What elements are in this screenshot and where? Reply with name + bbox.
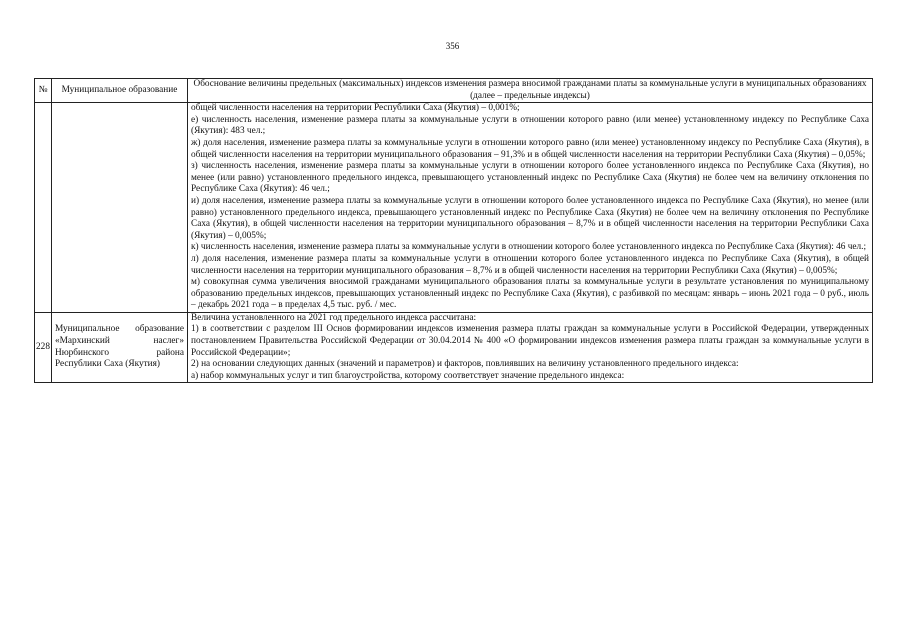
table-header-row [35, 79, 873, 103]
row-number-cell: 228 [35, 312, 52, 383]
continued-municipality-cell [52, 103, 188, 313]
paragraph: л) доля населения, изменение размера платы за коммунальные услуги в отношении которого более установленного индекса по Республике Саха (Якутия), в общей численности населения на территории муниципального образования – 8,7% и в общей численности населения на территории Республики Саха (Якутия) – 0,005%; [191, 253, 869, 276]
header-num: № [35, 79, 52, 103]
rationale-cell [188, 312, 873, 383]
continued-num-cell [35, 103, 52, 313]
paragraph: общей численности населения на территории Республики Саха (Якутия) – 0,001%; [191, 103, 520, 114]
paragraph: 1) в соответствии с разделом III Основ формировании индексов изменения размера платы граждан за коммунальные услуги в Российской Федерации, утвержденных постановлением Правительства Российской Федерации от 30.04.2014 № 400 «О формировании индексов изменения размера платы граждан за коммунальные услуги в Российской Федерации»; [191, 324, 869, 358]
paragraph: з) численность населения, изменение размера платы за коммунальные услуги в отношении которого более установленного индекса по Республике Саха (Якутия), но менее (или равно) установленного предельного индекса, превышающего установленный индекс по Республике Саха (Якутия) не более чем на величину отклонения по Республике Саха (Якутия): 46 чел.; [191, 161, 869, 195]
paragraph: и) доля населения, изменение размера платы за коммунальные услуги в отношении которого более установленного индекса по Республике Саха (Якутия), но менее (или равно) установленного предельного индекса, превышающего установленный индекс по Республике Саха (Якутия) не более чем на величину отклонения по Республике Саха (Якутия), в общей численности населения на территории муниципального образования – 8,7% и в общей численности населения на территории Республики Саха (Якутия) – 0,005%; [191, 195, 869, 241]
paragraph: а) набор коммунальных услуг и тип благоустройства, которому соответствует значение предельного индекса: [191, 370, 625, 381]
table-row-228 [35, 312, 873, 383]
header-rationale: Обоснование величины предельных (максимальных) индексов изменения размера вносимой гражданами платы за коммунальные услуги в муниципальных образованиях (далее – предельные индексы) [188, 79, 873, 103]
indices-table [34, 78, 873, 383]
page-number: 356 [445, 41, 460, 51]
paragraph: Величина установленного на 2021 год предельного индекса рассчитана: [191, 312, 477, 323]
table-row-continued [35, 103, 873, 313]
paragraph: 2) на основании следующих данных (значений и параметров) и факторов, повлиявших на величину установленного предельного индекса: [191, 359, 739, 370]
paragraph: е) численность населения, изменение размера платы за коммунальные услуги в отношении которого равно (или менее) установленному индексу по Республике Саха (Якутия): 483 чел.; [191, 114, 869, 137]
paragraph: м) совокупная сумма увеличения вносимой гражданами муниципального образования платы за коммунальные услуги в результате установления по муниципальному образованию предельных индексов, превышающих установленный индекс по Республике Саха (Якутия), с разбивкой по месяцам: январь – июнь 2021 года – 0 руб., июль – декабрь 2021 года – в пределах 4,5 тыс. руб. / мес. [191, 277, 869, 311]
paragraph: ж) доля населения, изменение размера платы за коммунальные услуги в отношении которого равно (или менее) установленному индексу по Республике Саха (Якутия), в общей численности населения на территории муниципального образования – 91,3% и в общей численности населения на территории Республики Саха (Якутия) – 0,05%; [191, 137, 869, 160]
paragraph: к) численность населения, изменение размера платы за коммунальные услуги в отношении которого более установленного индекса по Республике Саха (Якутия): 46 чел.; [191, 242, 867, 253]
continued-rationale-cell [188, 103, 873, 313]
header-municipality: Муниципальное образование [52, 79, 188, 103]
municipality-cell: Муниципальное образование «Мархинский наслег» Нюрбинского района Республики Саха (Якутия) [52, 312, 188, 383]
